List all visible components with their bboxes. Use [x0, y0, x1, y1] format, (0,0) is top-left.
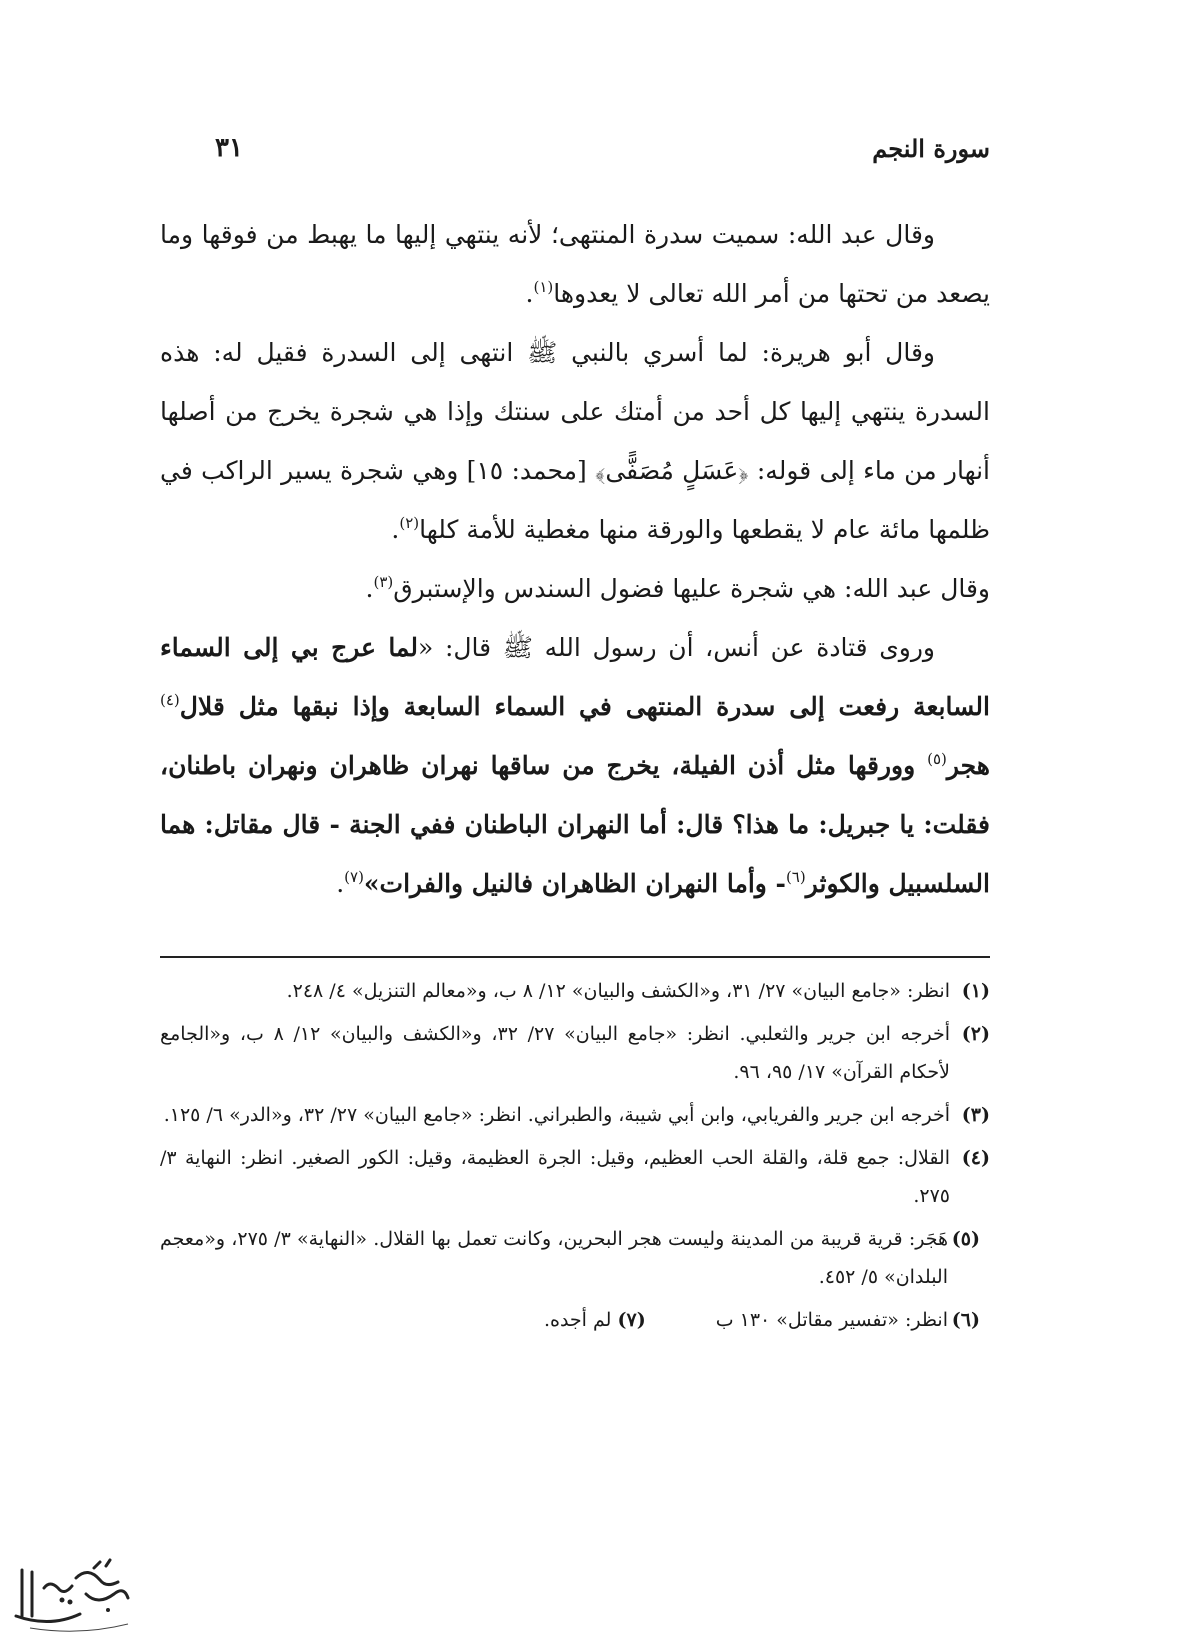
- paragraph-3-text: وقال عبد الله: هي شجرة عليها فضول السندس والإستبرق: [393, 574, 990, 603]
- footnote-item: [160, 972, 990, 1010]
- main-text: [160, 205, 990, 913]
- footnote-ref-4[interactable]: (٤): [160, 691, 180, 709]
- footnote-ref-3[interactable]: (٣): [373, 573, 394, 591]
- hadith-intro: وروى قتادة عن أنس، أن رسول الله ﷺ قال: «: [418, 633, 935, 662]
- hadith-text-3: وورقها مثل أذن الفيلة، يخرج من ساقها نهران ظاهران ونهران باطنان، فقلت: يا جبريل: ما هذا؟ قال: أما النهران الباطنان ففي الجنة - قال مقاتل: هما السلسبيل والكوثر: [160, 751, 990, 898]
- footnote-item: [160, 1301, 990, 1339]
- footnote-item: [160, 1096, 990, 1134]
- footnote-text-row: [160, 1301, 948, 1339]
- publisher-logo: [10, 1558, 135, 1638]
- footnote-number: (١): [961, 980, 990, 1002]
- footnote-extra: [544, 1309, 646, 1331]
- footnote-number: (٢): [961, 1023, 990, 1045]
- footnote-number: (٥): [951, 1228, 980, 1250]
- footnote-number: (٤): [961, 1147, 990, 1169]
- paragraph-1-end: .: [525, 279, 534, 308]
- footnote-item: [160, 1139, 990, 1215]
- footnote-text: انظر: «تفسير مقاتل» ١٣٠ ب: [715, 1309, 948, 1331]
- paragraph-1-text: وقال عبد الله: سميت سدرة المنتهى؛ لأنه ينتهي إليها ما يهبط من فوقها وما يصعد من تحتها من أمر الله تعالى لا يعدوها: [160, 220, 990, 308]
- paragraph-2-text: وقال أبو هريرة: لما أسري بالنبي ﷺ انتهى إلى السدرة فقيل له: هذه السدرة ينتهي إليها كل أحد من أمتك على سنتك وإذا هي شجرة يخرج من أصلها أنهار من ماء إلى قوله: ﴿عَسَلٍ مُصَفًّى﴾ [محمد: ١٥] وهي شجرة يسير الراكب في ظلمها مائة عام لا يقطعها والورقة منها مغطية للأمة كلها: [160, 338, 990, 544]
- footnote-ref-6[interactable]: (٦): [785, 868, 806, 886]
- footnote-ref-5[interactable]: (٥): [927, 750, 947, 768]
- paragraph-3: [160, 559, 990, 618]
- footnote-item: [160, 1015, 990, 1091]
- footnote-number: (٧): [617, 1309, 646, 1331]
- paragraph-2-end: .: [391, 515, 400, 544]
- footnote-text: هَجَر: قرية قريبة من المدينة وليست هجر البحرين، وكانت تعمل بها القلال. «النهاية» ٣/ ٢٧٥، و«معجم البلدان» ٥/ ٤٥٢.: [160, 1228, 948, 1288]
- hadith-text-4: - وأما النهران الظاهران فالنيل والفرات»: [363, 869, 786, 898]
- footnote-ref-1[interactable]: (١): [533, 278, 554, 296]
- hadith-text-2: هجر: [946, 751, 990, 780]
- hadith-text-1: لما عرج بي إلى السماء السابعة رفعت إلى سدرة المنتهى في السماء السابعة وإذا نبقها مثل قلال: [160, 633, 990, 721]
- paragraph-2: [160, 323, 990, 559]
- footnotes: [160, 972, 990, 1344]
- footnote-text: أخرجه ابن جرير والثعلبي. انظر: «جامع البيان» ٢٧/ ٣٢، و«الكشف والبيان» ١٢/ ٨ ب، و«الجامع لأحكام القرآن» ١٧/ ٩٥، ٩٦.: [160, 1023, 950, 1083]
- paragraph-4: [160, 618, 990, 913]
- footnote-item: [160, 1220, 990, 1296]
- footnote-ref-2[interactable]: (٢): [399, 514, 420, 532]
- surah-title: سورة النجم: [872, 133, 990, 163]
- footnote-separator: [160, 956, 990, 958]
- footnote-text: أخرجه ابن جرير والفريابي، وابن أبي شيبة، والطبراني. انظر: «جامع البيان» ٢٧/ ٣٢، و«الدر» ٦/ ١٢٥.: [163, 1104, 950, 1126]
- footnote-ref-7[interactable]: (٧): [344, 868, 364, 886]
- paragraph-4-end: .: [336, 869, 345, 898]
- page-number: ٣١: [215, 133, 243, 163]
- footnote-text: لم أجده.: [543, 1309, 612, 1331]
- paragraph-3-end: .: [365, 574, 374, 603]
- footnote-text: انظر: «جامع البيان» ٢٧/ ٣١، و«الكشف والبيان» ١٢/ ٨ ب، و«معالم التنزيل» ٤/ ٢٤٨.: [286, 980, 950, 1002]
- footnote-text: القلال: جمع قلة، والقلة الحب العظيم، وقيل: الجرة العظيمة، وقيل: الكور الصغير. انظر: النهاية ٣/ ٢٧٥.: [160, 1147, 950, 1207]
- footnote-number: (٦): [951, 1309, 980, 1331]
- footnote-number: (٣): [961, 1104, 990, 1126]
- page-header: [215, 128, 990, 168]
- paragraph-1: [160, 205, 990, 323]
